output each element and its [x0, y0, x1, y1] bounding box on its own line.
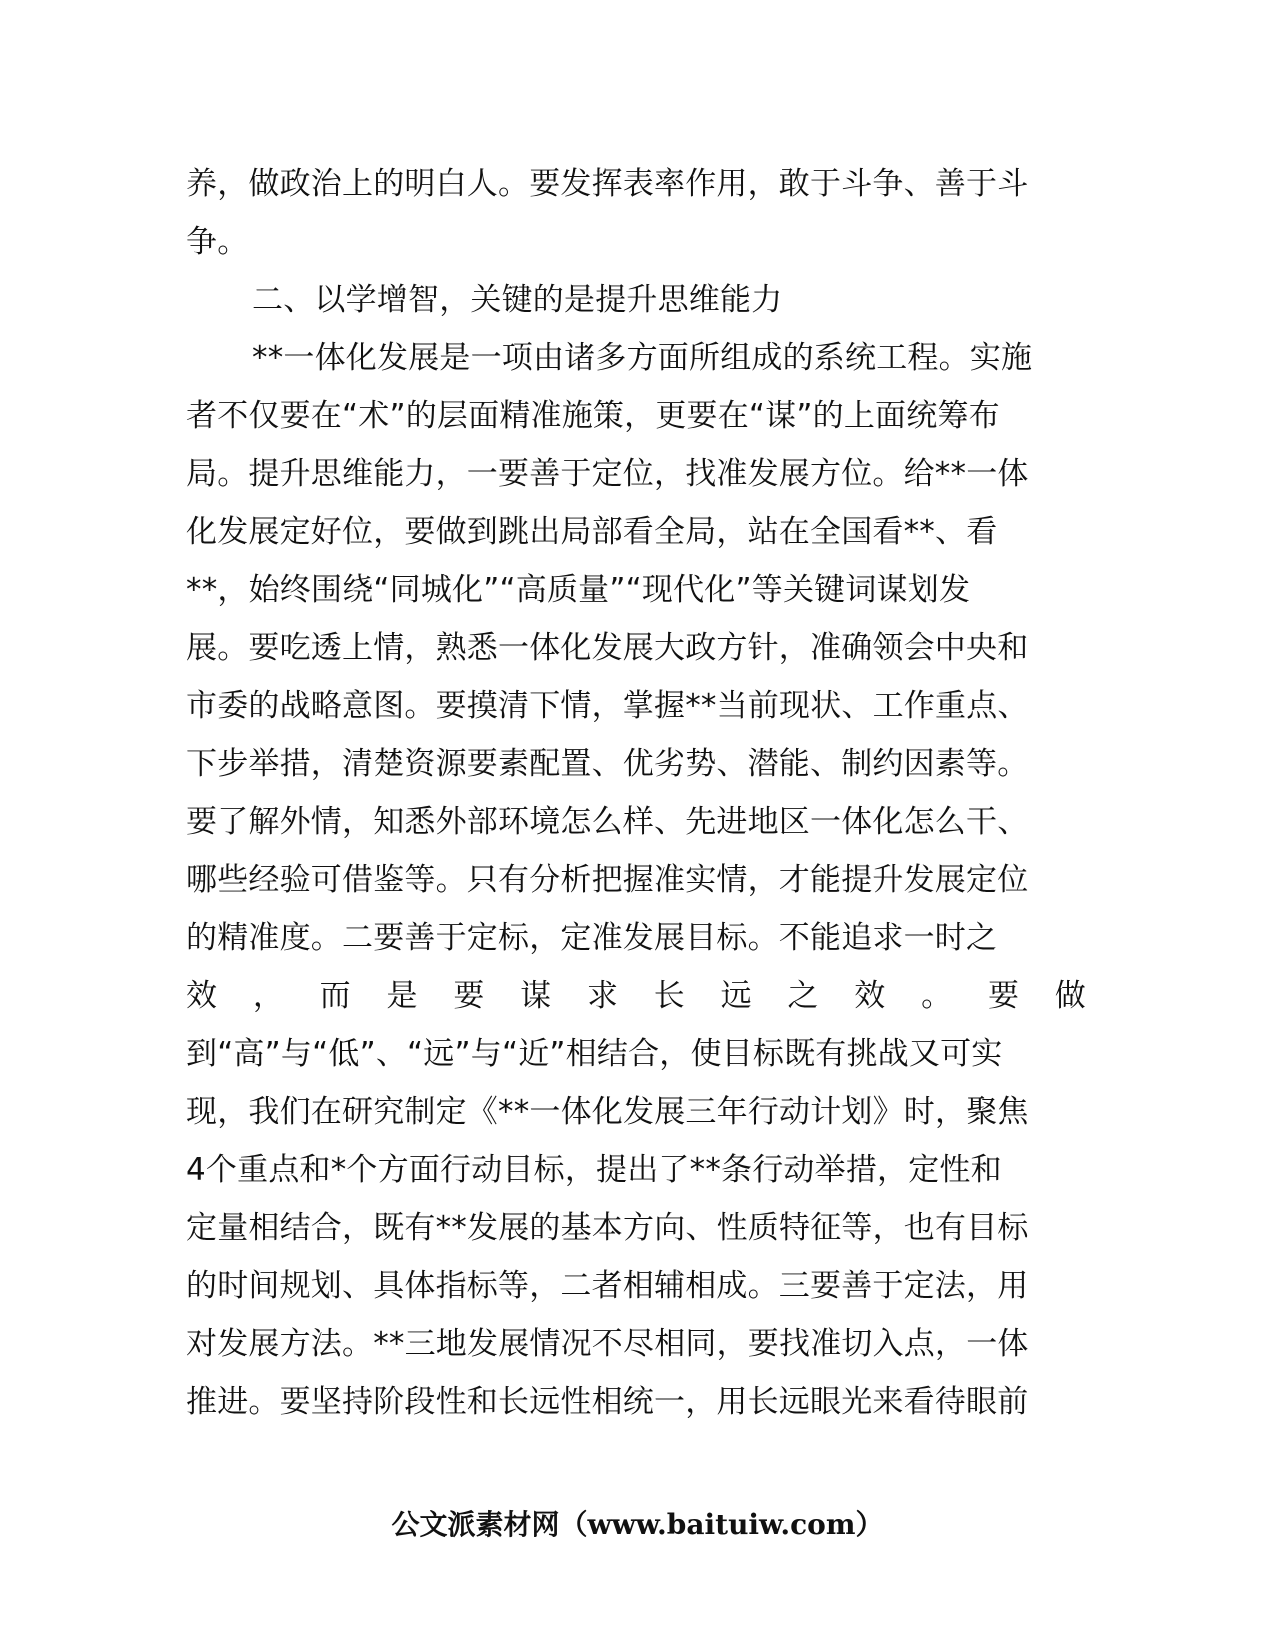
spread-char: 之	[787, 978, 819, 1014]
spread-char: 而	[319, 978, 351, 1014]
spread-char: 。	[921, 978, 953, 1014]
paragraph-line: 到“高”与“低”、“远”与“近”相结合，使目标既有挑战又可实	[186, 1036, 1003, 1072]
paragraph-line: 哪些经验可借鉴等。只有分析把握准实情，才能提升发展定位	[186, 862, 1029, 898]
paragraph-line: 局。提升思维能力，一要善于定位，找准发展方位。给**一体	[186, 456, 1029, 492]
spread-char: 是	[386, 978, 418, 1014]
spread-char: 谋	[520, 978, 552, 1014]
spread-char: 远	[720, 978, 752, 1014]
paragraph-line: 下步举措，清楚资源要素配置、优劣势、潜能、制约因素等。	[186, 746, 1029, 782]
paragraph-line: 定量相结合，既有**发展的基本方向、性质特征等，也有目标	[186, 1210, 1029, 1246]
section-heading: 二、以学增智，关键的是提升思维能力	[252, 282, 783, 318]
spread-char: ，	[252, 978, 285, 1014]
paragraph-line: 市委的战略意图。要摸清下情，掌握**当前现状、工作重点、	[186, 688, 1029, 724]
spread-char: 长	[653, 978, 685, 1014]
paragraph-line: 要了解外情，知悉外部环境怎么样、先进地区一体化怎么干、	[186, 804, 1029, 840]
paragraph-line: **一体化发展是一项由诸多方面所组成的系统工程。实施	[252, 340, 1033, 376]
paragraph-line: 展。要吃透上情，熟悉一体化发展大政方针，准确领会中央和	[186, 630, 1029, 666]
spread-char: 求	[586, 978, 619, 1014]
paragraph-line: 的时间规划、具体指标等，二者相辅相成。三要善于定法，用	[186, 1268, 1029, 1304]
paragraph-line: 4个重点和*个方面行动目标，提出了**条行动举措，定性和	[186, 1152, 1002, 1188]
spread-char: 要	[987, 978, 1020, 1014]
paragraph-line: 争。	[186, 224, 249, 260]
paragraph-line: **，始终围绕“同城化”“高质量”“现代化”等关键词谋划发	[186, 572, 971, 608]
paragraph-line: 者不仅要在“术”的层面精准施策，更要在“谋”的上面统筹布	[186, 398, 1000, 434]
spread-char: 要	[453, 978, 485, 1014]
paragraph-line: 养，做政治上的明白人。要发挥表率作用，敢于斗争、善于斗	[186, 166, 1029, 202]
footer-watermark: 公文派素材网（www.baituiw.com）	[391, 1508, 884, 1541]
spread-char: 做	[1054, 978, 1086, 1014]
spread-justified-line	[186, 967, 1086, 1025]
paragraph-line: 现，我们在研究制定《**一体化发展三年行动计划》时，聚焦	[186, 1094, 1029, 1130]
paragraph-line: 推进。要坚持阶段性和长远性相统一，用长远眼光来看待眼前	[186, 1384, 1029, 1420]
spread-char: 效	[854, 978, 886, 1014]
spread-char: 效	[186, 978, 218, 1014]
paragraph-line: 化发展定好位，要做到跳出局部看全局，站在全国看**、看	[186, 514, 998, 550]
document-body	[186, 155, 1086, 1431]
paragraph-line: 的精准度。二要善于定标，定准发展目标。不能追求一时之	[186, 920, 998, 956]
paragraph-line: 对发展方法。**三地发展情况不尽相同，要找准切入点，一体	[186, 1326, 1029, 1362]
